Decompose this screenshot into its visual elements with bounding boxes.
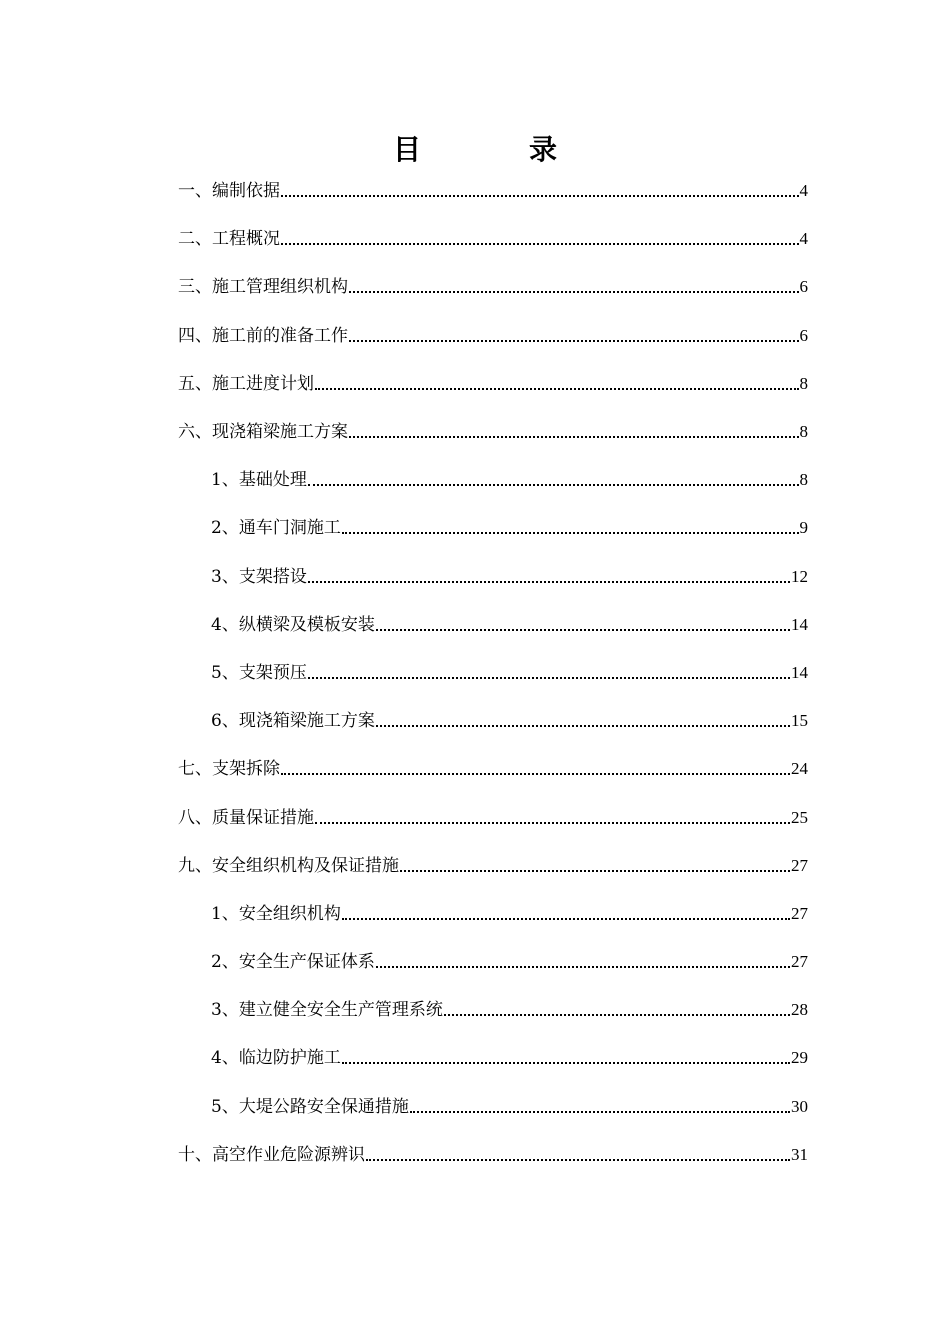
toc-dot-leader (315, 803, 790, 833)
toc-entry-label: 2、安全生产保证体系 (211, 952, 375, 973)
toc-entry-label: 1、安全组织机构 (211, 903, 341, 924)
toc-entry[interactable] (178, 1083, 808, 1131)
toc-entry-label: 3、支架搭设 (211, 566, 307, 587)
toc-entry-page-number: 12 (791, 566, 808, 586)
toc-dot-leader (349, 321, 799, 351)
toc-entry-label: 6、现浇箱梁施工方案 (211, 711, 375, 732)
toc-entry[interactable] (178, 938, 808, 986)
toc-title: 目 录 (392, 133, 597, 166)
toc-dot-leader (315, 369, 799, 399)
toc-dot-leader (349, 417, 799, 447)
toc-entry-label: 九、安全组织机构及保证措施 (178, 855, 399, 876)
toc-entry-page-number: 6 (799, 277, 808, 297)
toc-entry-label: 八、质量保证措施 (178, 807, 314, 828)
toc-entry-page-number: 14 (791, 614, 808, 634)
toc-entry-page-number: 28 (791, 1000, 808, 1020)
toc-entry-page-number: 27 (791, 903, 808, 923)
toc-entry-page-number: 4 (799, 229, 808, 249)
toc-entry[interactable] (178, 986, 808, 1034)
toc-entry[interactable] (178, 601, 808, 649)
toc-dot-leader (342, 513, 799, 543)
toc-entry-page-number: 27 (791, 855, 808, 875)
toc-entry-page-number: 6 (799, 325, 808, 345)
toc-entry-label: 4、临边防护施工 (211, 1048, 341, 1069)
toc-dot-leader (281, 754, 790, 784)
toc-dot-leader (349, 272, 799, 302)
toc-dot-leader (308, 465, 799, 495)
toc-dot-leader (376, 706, 790, 736)
toc-dot-leader (308, 562, 790, 592)
toc-dot-leader (342, 1043, 790, 1073)
toc-entry[interactable] (178, 793, 808, 841)
toc-entry[interactable] (178, 842, 808, 890)
toc-entry[interactable] (178, 649, 808, 697)
toc-dot-leader (281, 224, 799, 254)
toc-entry[interactable] (178, 360, 808, 408)
toc-entry-label: 一、编制依据 (178, 181, 280, 202)
toc-entry-page-number: 14 (791, 662, 808, 682)
toc-dot-leader (400, 851, 790, 881)
toc-entry-page-number: 9 (799, 518, 808, 538)
toc-entry[interactable] (178, 745, 808, 793)
toc-entry-label: 四、施工前的准备工作 (178, 325, 348, 346)
toc-entry-page-number: 30 (791, 1096, 808, 1116)
toc-entry-page-number: 29 (791, 1048, 808, 1068)
toc-dot-leader (376, 610, 790, 640)
toc-entry[interactable] (178, 1131, 808, 1179)
toc-entry-label: 5、大堤公路安全保通措施 (211, 1096, 409, 1117)
toc-entry-page-number: 25 (791, 807, 808, 827)
toc-entry[interactable] (178, 504, 808, 552)
toc-entry[interactable] (178, 1034, 808, 1082)
toc-entry[interactable] (178, 456, 808, 504)
toc-entry-label: 1、基础处理 (211, 470, 307, 491)
toc-entry-label: 4、纵横梁及模板安装 (211, 614, 375, 635)
toc-entry[interactable] (178, 167, 808, 215)
toc-entry-page-number: 8 (799, 470, 808, 490)
toc-entry-page-number: 31 (791, 1144, 808, 1164)
toc-dot-leader (444, 995, 790, 1025)
toc-dot-leader (376, 947, 790, 977)
toc-entry-label: 二、工程概况 (178, 229, 280, 250)
toc-entry-label: 三、施工管理组织机构 (178, 277, 348, 298)
toc-dot-leader (410, 1092, 790, 1122)
table-of-contents (178, 167, 808, 1179)
toc-entry[interactable] (178, 215, 808, 263)
toc-entry-label: 五、施工进度计划 (178, 373, 314, 394)
toc-entry[interactable] (178, 890, 808, 938)
toc-entry-label: 2、通车门洞施工 (211, 518, 341, 539)
toc-entry[interactable] (178, 553, 808, 601)
toc-entry-page-number: 8 (799, 422, 808, 442)
toc-entry[interactable] (178, 697, 808, 745)
toc-entry-label: 5、支架预压 (211, 662, 307, 683)
toc-entry-page-number: 24 (791, 759, 808, 779)
toc-entry-label: 3、建立健全安全生产管理系统 (211, 1000, 443, 1021)
toc-dot-leader (308, 658, 790, 688)
toc-entry-page-number: 4 (799, 181, 808, 201)
toc-entry[interactable] (178, 263, 808, 311)
toc-entry-page-number: 27 (791, 952, 808, 972)
toc-entry-page-number: 8 (799, 373, 808, 393)
toc-entry[interactable] (178, 408, 808, 456)
toc-dot-leader (281, 176, 799, 206)
toc-dot-leader (366, 1140, 790, 1170)
toc-dot-leader (342, 899, 790, 929)
toc-entry[interactable] (178, 312, 808, 360)
toc-entry-page-number: 15 (791, 711, 808, 731)
toc-entry-label: 六、现浇箱梁施工方案 (178, 422, 348, 443)
toc-entry-label: 七、支架拆除 (178, 759, 280, 780)
toc-entry-label: 十、高空作业危险源辨识 (178, 1144, 365, 1165)
